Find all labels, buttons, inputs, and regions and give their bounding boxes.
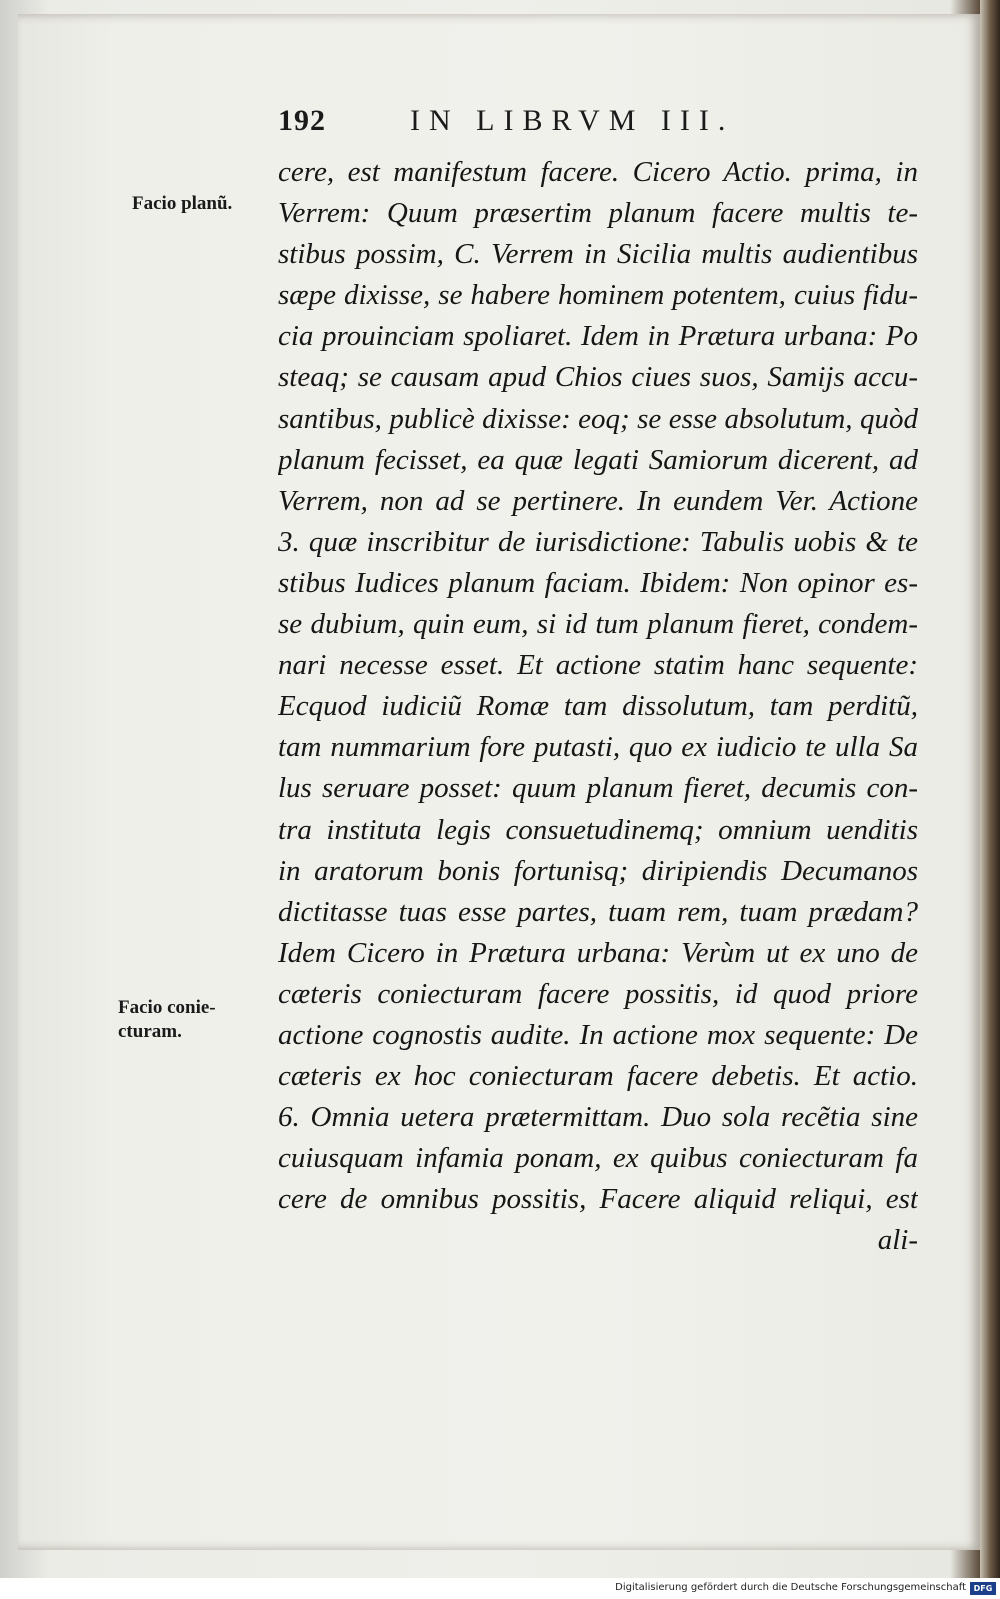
text-line: Ecquod iudiciũ Romæ tam dissolutum, tam perditũ, <box>278 690 918 723</box>
text-line: se dubium, quin eum, si id tum planum fieret, condem- <box>278 608 918 641</box>
text-line: in aratorum bonis fortunisq; diripiendis Decumanos <box>278 854 918 887</box>
text-line: planum fecisset, ea quæ legati Samiorum dicerent, ad <box>278 443 918 476</box>
margin-note-facio-coniecturam <box>118 996 216 1044</box>
main-text-block <box>278 152 918 1262</box>
text-line: cere de omnibus possitis, Facere aliquid reliqui, est <box>278 1183 918 1216</box>
text-line: cuiusquam infamia ponam, ex quibus coniecturam fa <box>278 1142 918 1175</box>
running-header <box>278 104 878 144</box>
text-line: 3. quæ inscribitur de iurisdictione: Tabulis uobis & te <box>278 525 918 558</box>
margin-note-text: Facio planũ. <box>132 193 233 214</box>
margin-note-facio-planum <box>132 192 232 216</box>
text-line: lus seruare posset: quum planum fieret, decumis con- <box>278 772 918 805</box>
page-number: 192 <box>278 104 326 137</box>
text-line: stibus Iudices planum faciam. Ibidem: Non opinor es- <box>278 566 918 599</box>
text-line: sæpe dixisse, se habere hominem potentem, cuius fidu- <box>278 279 918 312</box>
text-line: cere, est manifestum facere. Cicero Actio. prima, in <box>278 156 918 188</box>
text-line: nari necesse esset. Et actione statim hanc sequente: <box>278 649 918 682</box>
text-line: tra instituta legis consuetudinemq; omnium uenditis <box>278 813 918 846</box>
digitization-footer <box>0 1580 1000 1599</box>
text-line: actione cognostis audite. In actione mox sequente: De <box>278 1018 918 1051</box>
running-head-title: IN LIBRVM III. <box>410 104 735 137</box>
text-line: cæteris coniecturam facere possitis, id quod priore <box>278 977 918 1010</box>
text-line: Verrem, non ad se pertinere. In eundem Ver. Actione <box>278 484 918 517</box>
margin-note-text: cturam. <box>118 1021 182 1042</box>
text-line: dictitasse tuas esse partes, tuam rem, tuam prædam? <box>278 895 918 928</box>
text-line: cæteris ex hoc coniecturam facere debetis. Et actio. <box>278 1060 918 1093</box>
text-line: steaq; se causam apud Chios ciues suos, Samijs accu- <box>278 361 918 394</box>
text-line: tam nummarium fore putasti, quo ex iudicio te ulla Sa <box>278 731 918 764</box>
text-line: stibus possim, C. Verrem in Sicilia multis audientibus <box>278 238 918 271</box>
text-line: Idem Cicero in Prætura urbana: Verùm ut ex uno de <box>278 936 918 969</box>
footer-credit: Digitalisierung gefördert durch die Deutsche Forschungsgemeinschaft <box>615 1582 966 1593</box>
text-line: santibus, publicè dixisse: eoq; se esse absolutum, quòd <box>278 402 918 435</box>
dfg-logo: DFG <box>970 1582 996 1595</box>
text-line: cia prouinciam spoliaret. Idem in Prætura urbana: Po <box>278 320 918 353</box>
text-line: Verrem: Quum præsertim planum facere multis te- <box>278 197 918 230</box>
margin-note-text: Facio conie- <box>118 997 216 1018</box>
catchword: ali- <box>877 1224 918 1257</box>
book-edge <box>980 0 1000 1578</box>
text-line: 6. Omnia uetera prætermittam. Duo sola recẽtia sine <box>278 1101 918 1134</box>
